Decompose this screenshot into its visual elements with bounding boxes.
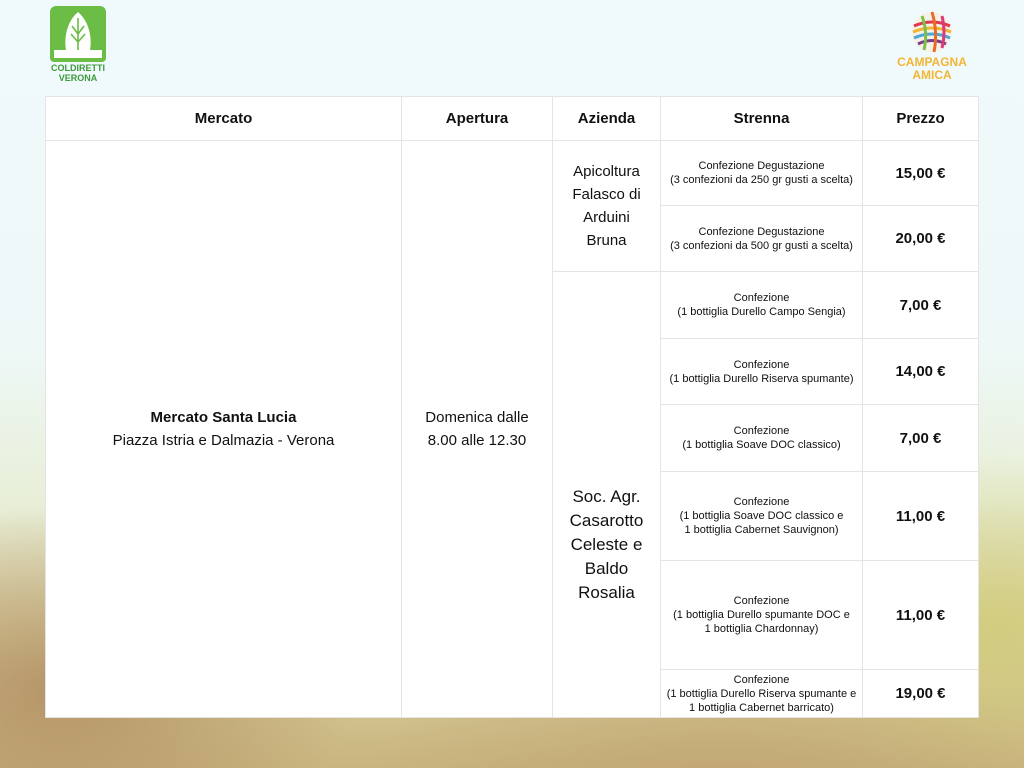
coldiretti-text: COLDIRETTI <box>51 63 105 73</box>
market-address: Piazza Istria e Dalmazia - Verona <box>112 432 335 449</box>
gift-line: Confezione <box>733 292 790 304</box>
gift-line: (1 bottiglia Soave DOC classico) <box>682 439 841 451</box>
gift-table <box>45 96 979 718</box>
header-prezzo: Prezzo <box>863 97 979 141</box>
table-header-row <box>46 97 979 141</box>
gift-cell <box>661 405 863 472</box>
coldiretti-badge <box>50 6 106 62</box>
header-apertura: Apertura <box>402 97 553 141</box>
gift-cell <box>661 206 863 272</box>
price-cell: 7,00 € <box>863 405 979 472</box>
gift-line: Confezione <box>733 425 790 437</box>
company-2-line: Soc. Agr. <box>572 486 641 506</box>
price-cell: 20,00 € <box>863 206 979 272</box>
company-2-line: Rosalia <box>578 582 635 602</box>
gift-line: (1 bottiglia Soave DOC classico e <box>679 510 844 522</box>
company-2-line: Celeste e <box>570 534 643 554</box>
gift-cell <box>661 272 863 339</box>
gift-line: 1 bottiglia Cabernet Sauvignon) <box>684 524 839 536</box>
company-2-line: Baldo <box>584 558 629 578</box>
header-strenna: Strenna <box>661 97 863 141</box>
company-1-line: Falasco di <box>572 186 641 203</box>
gift-line: 1 bottiglia Cabernet barricato) <box>689 701 834 714</box>
campagna-text: CAMPAGNA <box>897 55 967 69</box>
price-cell: 11,00 € <box>863 472 979 561</box>
coldiretti-logo <box>46 6 110 88</box>
gift-line: (1 bottiglia Durello Campo Sengia) <box>677 306 846 318</box>
gift-line: Confezione Degustazione <box>698 225 825 238</box>
gift-cell <box>661 339 863 405</box>
gift-line: (1 bottiglia Durello spumante DOC e <box>673 609 850 621</box>
company-1-line: Bruna <box>586 232 627 249</box>
opening-cell <box>402 141 553 718</box>
amica-text: AMICA <box>912 68 952 82</box>
company-cell-1 <box>553 141 661 272</box>
opening-line-2: 8.00 alle 12.30 <box>427 432 527 449</box>
table-row <box>46 141 979 206</box>
gift-cell <box>661 561 863 670</box>
price-cell: 14,00 € <box>863 339 979 405</box>
company-cell-2 <box>553 272 661 718</box>
gift-line: (3 confezioni da 500 gr gusti a scelta) <box>670 239 853 252</box>
gift-line: Confezione <box>733 496 790 508</box>
company-1-line: Apicoltura <box>573 163 640 180</box>
price-cell: 7,00 € <box>863 272 979 339</box>
company-2-line: Casarotto <box>569 510 644 530</box>
price-cell: 19,00 € <box>863 670 979 718</box>
market-cell <box>46 141 402 718</box>
campagna-amica-logo <box>888 8 976 88</box>
verona-text: VERONA <box>58 73 98 83</box>
price-cell: 11,00 € <box>863 561 979 670</box>
header-mercato: Mercato <box>46 97 402 141</box>
header-azienda: Azienda <box>553 97 661 141</box>
gift-line: (3 confezioni da 250 gr gusti a scelta) <box>670 174 853 186</box>
gift-line: (1 bottiglia Durello Riserva spumante) <box>669 372 854 385</box>
gift-cell <box>661 141 863 206</box>
gift-line: Confezione <box>733 358 790 371</box>
gift-line: Confezione <box>733 673 790 686</box>
wheat-ear-icon <box>50 6 106 62</box>
gift-line: 1 bottiglia Chardonnay) <box>704 623 819 635</box>
gift-cell <box>661 472 863 561</box>
gift-line: Confezione Degustazione <box>698 160 825 172</box>
yarn-ball-icon <box>910 10 954 54</box>
company-1-line: Arduini <box>583 209 630 226</box>
opening-line-1: Domenica dalle <box>425 409 529 426</box>
market-name: Mercato Santa Lucia <box>150 409 297 426</box>
gift-cell <box>661 670 863 718</box>
price-cell: 15,00 € <box>863 141 979 206</box>
gift-line: (1 bottiglia Durello Riserva spumante e <box>666 687 857 700</box>
gift-line: Confezione <box>733 595 790 607</box>
